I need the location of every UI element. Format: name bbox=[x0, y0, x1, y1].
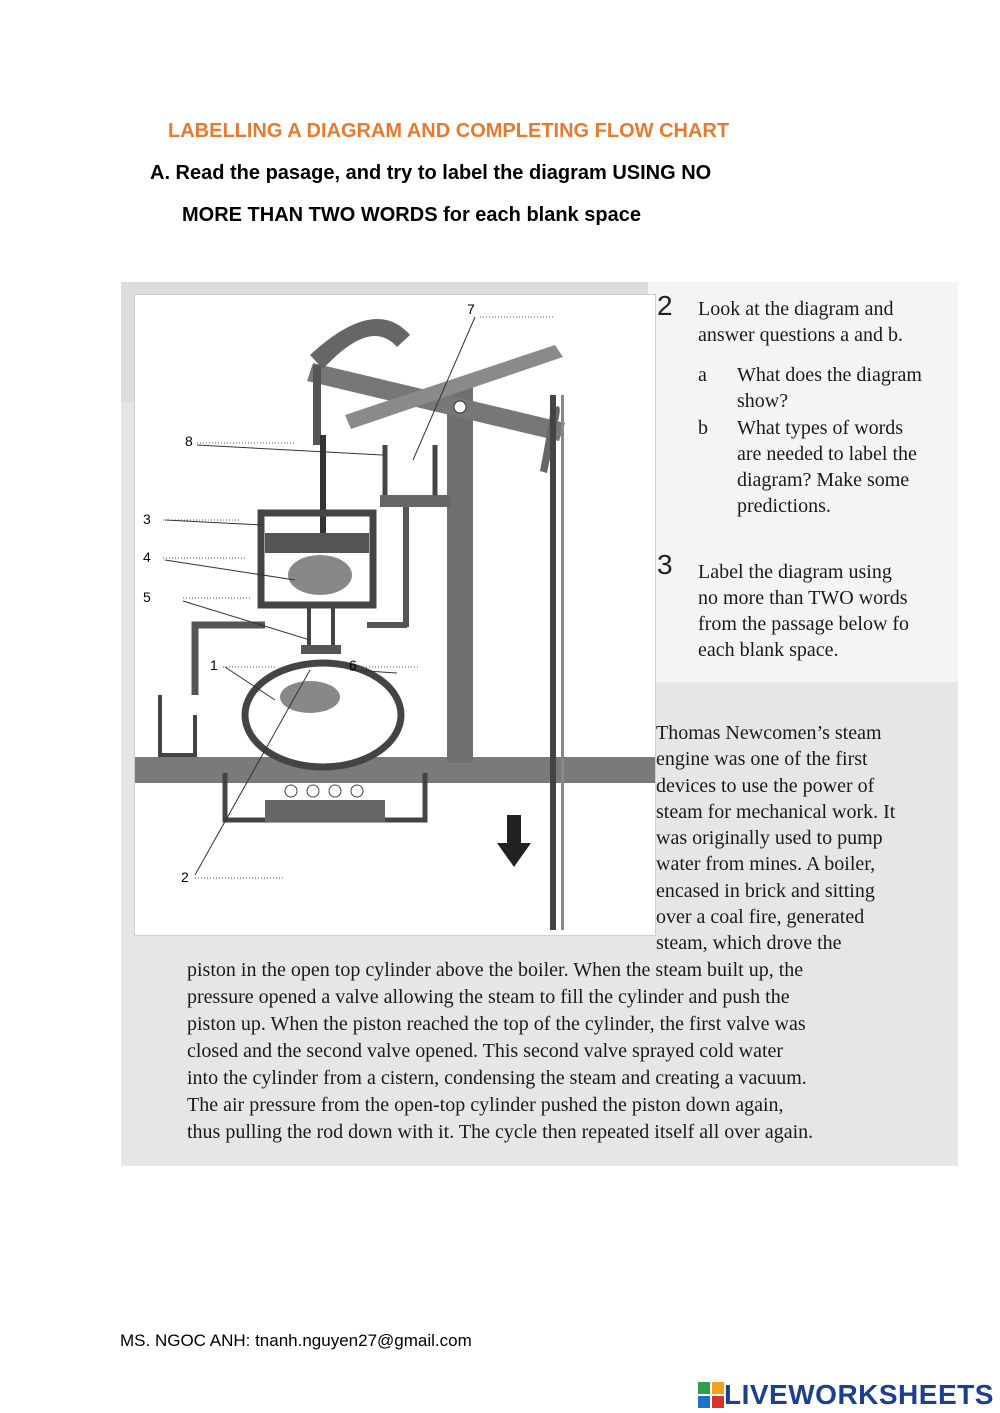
pump-rod-edge bbox=[561, 395, 564, 930]
question-2b-line-4: predictions. bbox=[737, 495, 831, 517]
cistern bbox=[385, 445, 435, 500]
passage-line: engine was one of the first bbox=[656, 748, 868, 771]
question-2-number: 2 bbox=[657, 290, 673, 321]
passage-line: over a coal fire, generated bbox=[656, 906, 865, 929]
brand-name: LIVEWORKSHEETS bbox=[724, 1379, 994, 1410]
label-5: 5 bbox=[143, 589, 151, 605]
passage-line: Thomas Newcomen’s steam bbox=[656, 722, 882, 744]
beam-pillar bbox=[313, 365, 321, 445]
label-3: 3 bbox=[143, 511, 151, 527]
steam-cloud bbox=[288, 555, 352, 595]
question-2a-letter: a bbox=[698, 364, 707, 386]
beam bbox=[307, 363, 565, 441]
steam-valve bbox=[301, 645, 341, 654]
question-2b-text bbox=[737, 415, 917, 519]
piston bbox=[265, 533, 369, 553]
question-3-line-3: from the passage below fo bbox=[698, 613, 910, 635]
instruction-line-1: A. Read the pasage, and try to label the diagram USING NO bbox=[150, 162, 712, 184]
question-2b-line-3: diagram? Make some bbox=[737, 469, 910, 491]
steam-valve-pipe bbox=[309, 605, 333, 650]
passage-bottom bbox=[187, 957, 957, 1146]
logo-icon bbox=[698, 1382, 724, 1408]
passage-line: steam, which drove the bbox=[656, 932, 842, 955]
flame bbox=[351, 785, 363, 797]
passage-line: piston in the open top cylinder above the boiler. When the steam built up, the bbox=[187, 959, 804, 981]
question-2-line-2: answer questions a and b. bbox=[698, 324, 903, 346]
passage-line: was originally used to pump bbox=[656, 827, 883, 850]
cistern-base bbox=[380, 495, 450, 507]
passage-line: water from mines. A boiler, bbox=[656, 853, 876, 876]
ground bbox=[135, 757, 655, 783]
beam-head-left bbox=[310, 319, 410, 369]
page-title: LABELLING A DIAGRAM AND COMPLETING FLOW CHART bbox=[168, 120, 730, 142]
pivot bbox=[454, 401, 466, 413]
boiler bbox=[245, 663, 401, 767]
scanned-page bbox=[121, 282, 958, 1166]
passage-line: closed and the second valve opened. This second valve sprayed cold water bbox=[187, 1040, 784, 1062]
passage-line: devices to use the power of bbox=[656, 774, 875, 797]
question-2a-line-2: show? bbox=[737, 390, 789, 412]
flame bbox=[307, 785, 319, 797]
question-2b-letter: b bbox=[698, 417, 708, 439]
label-8: 8 bbox=[185, 433, 193, 449]
question-2-line-1: Look at the diagram and bbox=[698, 298, 894, 320]
question-3-number: 3 bbox=[657, 549, 673, 580]
label-1: 1 bbox=[210, 657, 218, 673]
passage-line: into the cylinder from a cistern, condensing the steam and creating a vacuum. bbox=[187, 1067, 807, 1089]
question-2b-line-2: are needed to label the bbox=[737, 443, 917, 465]
passage-top bbox=[656, 720, 956, 957]
passage-line: pressure opened a valve allowing the steam to fill the cylinder and push the bbox=[187, 986, 790, 1008]
instruction-line-2: MORE THAN TWO WORDS for each blank space bbox=[182, 204, 641, 226]
question-3-line-2: no more than TWO words bbox=[698, 587, 908, 609]
passage-line: piston up. When the piston reached the top of the cylinder, the first valve was bbox=[187, 1013, 806, 1035]
label-4: 4 bbox=[143, 549, 151, 565]
question-2b-line-1: What types of words bbox=[737, 417, 904, 439]
steam-engine-drawing bbox=[135, 295, 655, 935]
passage-line: encased in brick and sitting bbox=[656, 879, 875, 902]
question-2-text bbox=[698, 296, 903, 348]
liveworksheets-logo[interactable] bbox=[698, 1378, 994, 1412]
steam-engine-diagram bbox=[134, 294, 656, 936]
coal-bed bbox=[265, 800, 385, 822]
overflow-pipe bbox=[195, 625, 265, 695]
flame bbox=[285, 785, 297, 797]
passage-line: steam for mechanical work. It bbox=[656, 800, 896, 823]
label-2: 2 bbox=[181, 869, 189, 885]
down-arrow-shaft bbox=[507, 815, 521, 845]
support-post bbox=[447, 383, 473, 763]
drain-tank bbox=[160, 695, 195, 755]
label-7: 7 bbox=[467, 301, 475, 317]
label-6: 6 bbox=[349, 657, 357, 673]
question-3-line-4: each blank space. bbox=[698, 639, 839, 661]
flame bbox=[329, 785, 341, 797]
passage-line: The air pressure from the open-top cylinder pushed the piston down again, bbox=[187, 1094, 784, 1116]
pump-rod bbox=[550, 395, 556, 930]
cistern-pipe bbox=[403, 507, 409, 627]
question-3-text bbox=[698, 559, 909, 663]
question-2a-line-1: What does the diagram bbox=[737, 364, 922, 386]
passage-line: thus pulling the rod down with it. The cycle then repeated itself all over again. bbox=[187, 1121, 814, 1143]
author-credit: MS. NGOC ANH: tnanh.nguyen27@gmail.com bbox=[120, 1331, 472, 1350]
question-3-line-1: Label the diagram using bbox=[698, 561, 892, 583]
down-arrow-head bbox=[497, 843, 531, 867]
question-2a-text bbox=[737, 362, 922, 414]
